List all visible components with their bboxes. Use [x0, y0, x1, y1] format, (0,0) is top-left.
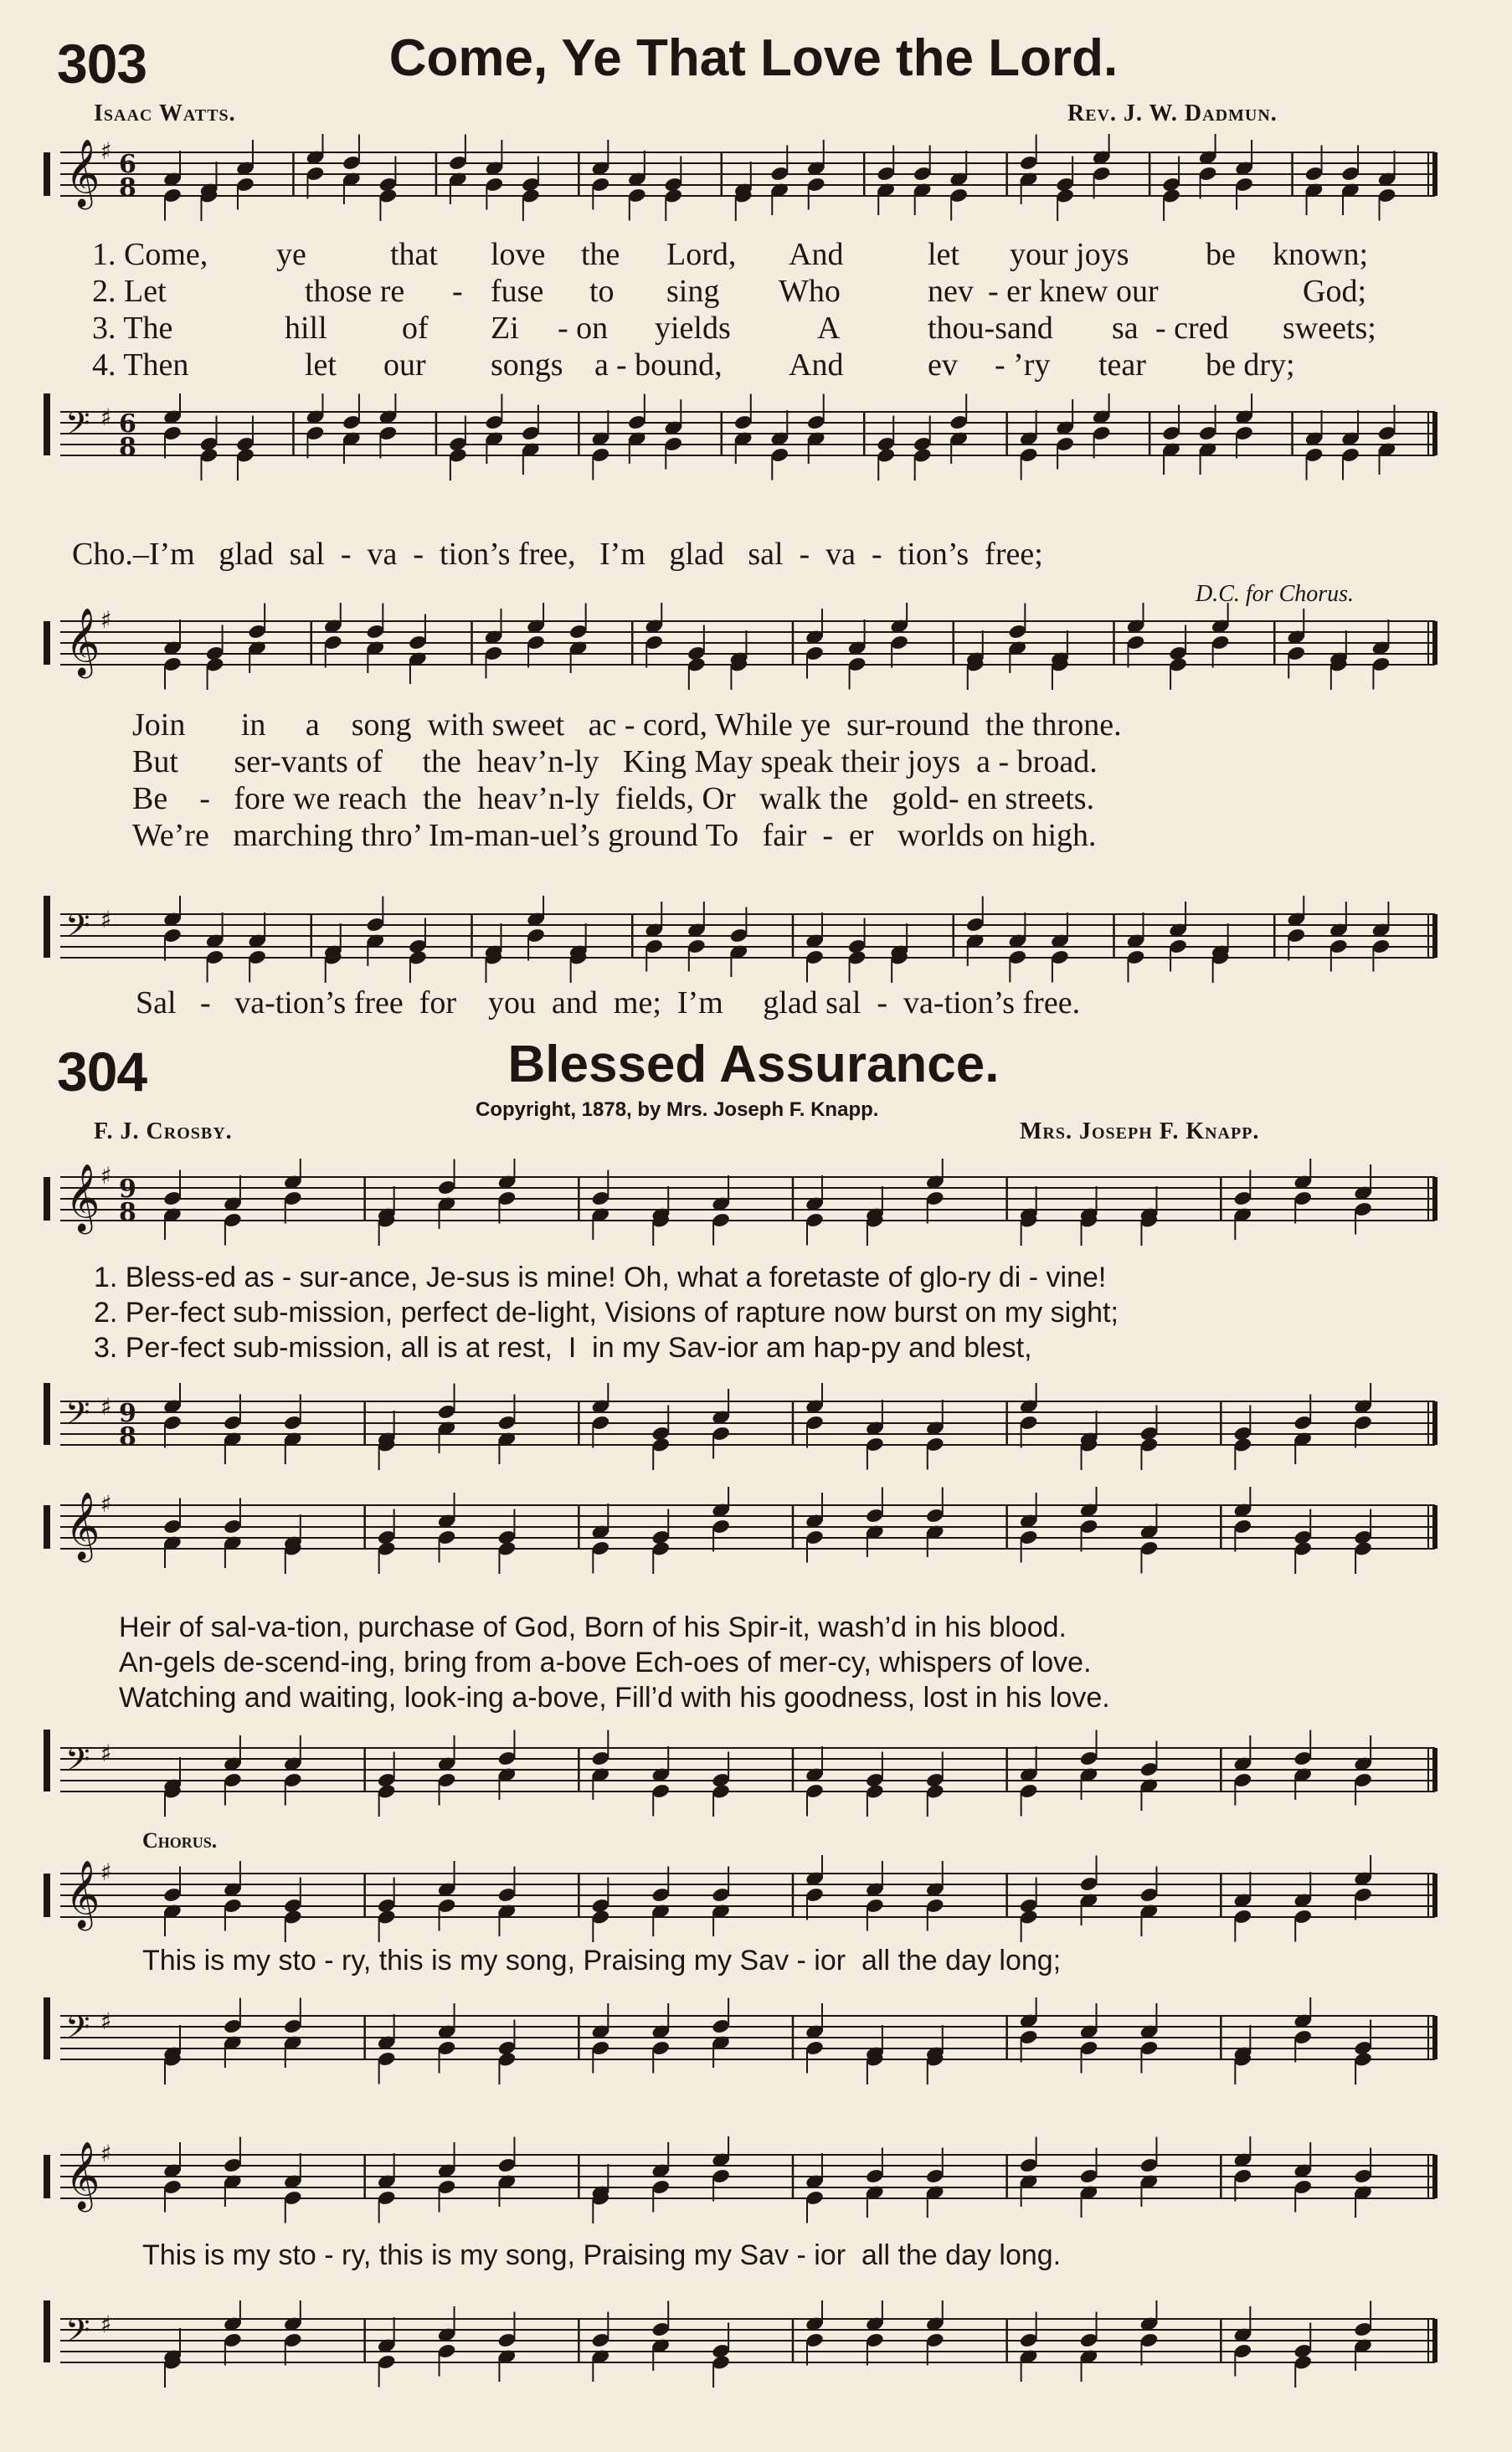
sharp-icon: ♯: [100, 1490, 112, 1518]
bass-clef-icon: 𝄢: [65, 907, 90, 952]
lyric-word: thou-sand: [928, 311, 1053, 346]
bass-staff: [0, 2300, 1512, 2393]
verse-3-row-1: [0, 1329, 1512, 1366]
time-signature-denominator: 8: [119, 1422, 136, 1452]
time-signature-denominator: 8: [119, 1198, 136, 1227]
hymn-304-lyricist: F. J. Crosby.: [94, 1118, 233, 1144]
lyric-word: And: [789, 237, 844, 272]
bass-staff: [0, 1730, 1512, 1822]
lyric-text: We’re marching thro’ Im-man-uel’s ground To fair - er worlds on high.: [132, 818, 1097, 853]
time-signature-numerator: 9: [119, 1175, 136, 1204]
verse-3-row-2: [0, 1679, 1512, 1716]
time-signature-denominator: 8: [119, 173, 136, 203]
bass-staff: [0, 896, 1512, 988]
time-signature-numerator: 6: [119, 409, 136, 439]
verse-3-row-2: [0, 780, 1512, 817]
verse-1-row-2: [0, 1609, 1512, 1646]
treble-clef-icon: 𝄞: [65, 138, 100, 207]
verse-2-row-2: [0, 1644, 1512, 1681]
verse-2-row-1: [0, 273, 1512, 310]
lyric-word: songs: [491, 347, 563, 383]
lyric-word: your joys: [1010, 237, 1129, 272]
bass-staff: [0, 1997, 1512, 2090]
lyric-word: let: [305, 347, 337, 383]
verse-4-row-2: [0, 817, 1512, 854]
treble-staff: [0, 1487, 1512, 1579]
sharp-icon: ♯: [100, 906, 112, 933]
lyric-word: hill: [285, 311, 327, 346]
lyric-word: God;: [1303, 274, 1366, 309]
lyric-word: ye: [276, 237, 306, 272]
time-signature-numerator: 9: [119, 1399, 136, 1428]
lyric-word: Lord,: [666, 237, 737, 272]
sharp-icon: ♯: [100, 1858, 112, 1886]
lyric-word: those re: [305, 274, 405, 309]
lyric-word: - bound,: [616, 347, 723, 383]
verse-2-row-1: [0, 1294, 1512, 1331]
chorus-text: Sal - va-tion’s free for you and me; I’m glad sal - va-tion’s free.: [136, 985, 1081, 1020]
verse-2-row-2: [0, 743, 1512, 780]
lyric-word: Zi: [491, 311, 519, 346]
lyric-text: Join in a song with sweet ac - cord, While ye sur-round the throne.: [132, 707, 1122, 743]
lyric-word: - er knew our: [988, 274, 1159, 309]
treble-staff: [0, 603, 1512, 695]
sharp-icon: ♯: [100, 1740, 112, 1767]
lyric-word: 3. The: [92, 311, 173, 346]
lyric-word: let: [928, 237, 959, 272]
hymn-303-chorus-row-1: [0, 536, 1512, 573]
lyric-word: -: [452, 274, 463, 309]
verse-1-row-1: [0, 1259, 1512, 1296]
time-signature-denominator: 8: [119, 433, 136, 462]
bass-staff: [0, 393, 1512, 486]
verse-1-row-2: [0, 707, 1512, 743]
lyric-word: love: [491, 237, 546, 272]
lyric-word: 2. Let: [92, 274, 167, 309]
lyric-text: Heir of sal-va-tion, purchase of God, Born of his Spir-it, wash’d in his blood.: [119, 1612, 1067, 1643]
sharp-icon: ♯: [100, 606, 112, 634]
bass-clef-icon: 𝄢: [65, 1394, 90, 1439]
verse-4-row-1: [0, 347, 1512, 383]
lyric-word: - ’ry: [995, 347, 1051, 383]
lyric-word: 1. Come,: [92, 237, 208, 272]
lyric-text: An-gels de-scend-ing, bring from a-bove Ech-oes of mer-cy, whispers of love.: [119, 1647, 1092, 1678]
lyric-word: to: [589, 274, 615, 309]
lyric-text: 2. Per-fect sub-mission, perfect de-light, Visions of rapture now burst on my sight;: [94, 1297, 1119, 1329]
bass-clef-icon: 𝄢: [65, 1740, 90, 1786]
lyric-word: be: [1206, 237, 1236, 272]
lyric-word: of: [402, 311, 429, 346]
hymn-303-number: 303: [57, 33, 147, 95]
treble-staff: [0, 134, 1512, 226]
chorus-line-2: [0, 2237, 1512, 2274]
sharp-icon: ♯: [100, 2140, 112, 2167]
lyric-text: 1. Bless-ed as - sur-ance, Je-sus is mine! Oh, what a foretaste of glo-ry di - vine!: [94, 1262, 1107, 1293]
treble-clef-icon: 𝄞: [65, 2141, 100, 2209]
hymn-304-title: Blessed Assurance.: [507, 1036, 1000, 1093]
lyric-word: the: [581, 237, 620, 272]
hymn-303-lyricist: Isaac Watts.: [94, 100, 236, 126]
time-signature-numerator: 6: [119, 150, 136, 179]
lyric-text: But ser-vants of the heav’n-ly King May speak their joys a - broad.: [132, 744, 1098, 779]
treble-clef-icon: 𝄞: [65, 1163, 100, 1231]
chorus-label: Chorus.: [142, 1828, 218, 1853]
hymn-303-title: Come, Ye That Love the Lord.: [388, 29, 1119, 87]
sharp-icon: ♯: [100, 404, 112, 431]
lyric-word: that: [390, 237, 438, 272]
bass-clef-icon: 𝄢: [65, 404, 90, 450]
lyric-word: ev: [928, 347, 958, 383]
treble-staff: [0, 1159, 1512, 1251]
lyric-word: - cred: [1155, 311, 1229, 346]
hymn-304-number: 304: [57, 1041, 147, 1103]
lyric-word: nev: [928, 274, 974, 309]
sharp-icon: ♯: [100, 137, 112, 165]
lyric-text: This is my sto - ry, this is my song, Praising my Sav - ior all the day long;: [142, 1945, 1062, 1977]
lyric-word: fuse: [491, 274, 544, 309]
lyric-word: sweets;: [1283, 311, 1376, 346]
treble-clef-icon: 𝄞: [65, 607, 100, 676]
treble-staff: [0, 2136, 1512, 2228]
hymn-303-composer: Rev. J. W. Dadmun.: [1067, 100, 1278, 126]
lyric-word: - on: [558, 311, 609, 346]
treble-staff: [0, 1855, 1512, 1947]
lyric-word: our: [383, 347, 426, 383]
lyric-text: Watching and waiting, look-ing a-bove, Fill’d with his goodness, lost in his love.: [119, 1682, 1110, 1714]
bass-clef-icon: 𝄢: [65, 2008, 90, 2054]
lyric-word: 4. Then: [92, 347, 189, 383]
lyric-word: known;: [1273, 237, 1368, 272]
lyric-word: yields: [655, 311, 731, 346]
treble-clef-icon: 𝄞: [65, 1859, 100, 1928]
lyric-text: 3. Per-fect sub-mission, all is at rest, I in my Sav-ior am hap-py and blest,: [94, 1332, 1032, 1364]
verse-1-row-1: [0, 236, 1512, 273]
sharp-icon: ♯: [100, 2311, 112, 2338]
sharp-icon: ♯: [100, 2007, 112, 2035]
chorus-text: Cho.–I’m glad sal - va - tion’s free, I’m glad sal - va - tion’s free;: [72, 537, 1043, 572]
lyric-word: sing: [666, 274, 720, 309]
sharp-icon: ♯: [100, 1393, 112, 1421]
hymn-304-copyright: Copyright, 1878, by Mrs. Joseph F. Knapp.: [476, 1098, 879, 1121]
lyric-word: And: [789, 347, 844, 383]
lyric-word: be dry;: [1206, 347, 1295, 383]
lyric-text: Be - fore we reach the heav’n-ly fields, Or walk the gold- en streets.: [132, 781, 1095, 816]
bass-clef-icon: 𝄢: [65, 2311, 90, 2357]
chorus-line-1: [0, 1942, 1512, 1979]
bass-staff: [0, 1383, 1512, 1475]
hymn-303-chorus-row-2: [0, 984, 1512, 1021]
lyric-word: tear: [1098, 347, 1146, 383]
lyric-word: Who: [779, 274, 841, 309]
verse-3-row-1: [0, 310, 1512, 347]
lyric-word: a: [594, 347, 609, 383]
lyric-word: sa: [1112, 311, 1139, 346]
sharp-icon: ♯: [100, 1162, 112, 1190]
treble-clef-icon: 𝄞: [65, 1491, 100, 1560]
lyric-text: This is my sto - ry, this is my song, Praising my Sav - ior all the day long.: [142, 2239, 1062, 2271]
lyric-word: A: [817, 311, 841, 346]
hymn-304-composer: Mrs. Joseph F. Knapp.: [1020, 1118, 1260, 1144]
dc-for-chorus-note: D.C. for Chorus.: [1196, 581, 1355, 607]
